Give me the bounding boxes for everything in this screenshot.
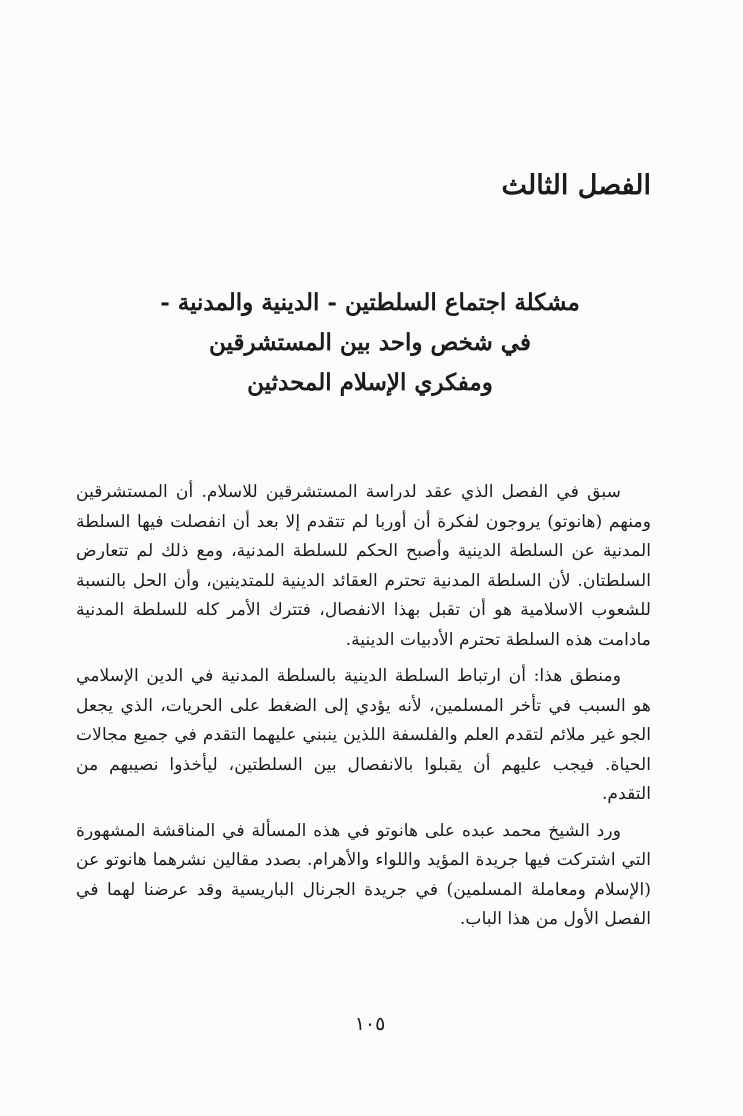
section-heading-line-1: مشكلة اجتماع السلطتين - الدينية والمدنية -: [160, 289, 580, 316]
section-heading-line-3: ومفكري الإسلام المحدثين: [247, 369, 493, 396]
paragraph-2: ومنطق هذا: أن ارتباط السلطة الدينية بالسلطة المدنية في الدين الإسلامي هو السبب في تأخر المسلمين، لأنه يؤدي إلى الضغط على الحريات، الذي يجعل الجو غير ملائم لتقدم العلم والفلسفة اللذين ينبني عليهما التقدم في جميع مجالات الحياة. فيجب عليهم أن يقبلوا بالانفصال بين السلطتين، ليأخذوا نصيبهم من التقدم.: [76, 666, 651, 804]
chapter-title: الفصل الثالث: [501, 170, 651, 201]
section-heading: [160, 283, 580, 403]
paragraph-1: سبق في الفصل الذي عقد لدراسة المستشرقين للاسلام. أن المستشرقين ومنهم (هانوتو) يروجون لفكرة أن أوربا لم تتقدم إلا بعد أن انفصلت فيها السلطة المدنية عن السلطة الدينية وأصبح الحكم للسلطة المدنية، ومع ذلك لم تتعارض السلطتان. لأن السلطة المدنية تحترم العقائد الدينية للمتدينين، وأن الحل بالنسبة للشعوب الاسلامية هو أن تقبل بهذا الانفصال، فتترك الأمر كله للسلطة المدنية مادامت هذه السلطة تحترم الأدبيات الدينية.: [76, 482, 651, 650]
paragraph-3: ورد الشيخ محمد عبده على هانوتو في هذه المسألة في المناقشة المشهورة التي اشتركت فيها جريدة المؤيد واللواء والأهرام. بصدد مقالين نشرهما هانوتو عن (الإسلام ومعاملة المسلمين) في جريدة الجرنال الباريسية وقد عرضنا لهما في الفصل الأول من هذا الباب.: [76, 820, 651, 929]
body-text: [76, 478, 651, 935]
section-heading-line-2: في شخص واحد بين المستشرقين: [209, 329, 531, 356]
page-number: ١٠٥: [354, 1013, 386, 1035]
